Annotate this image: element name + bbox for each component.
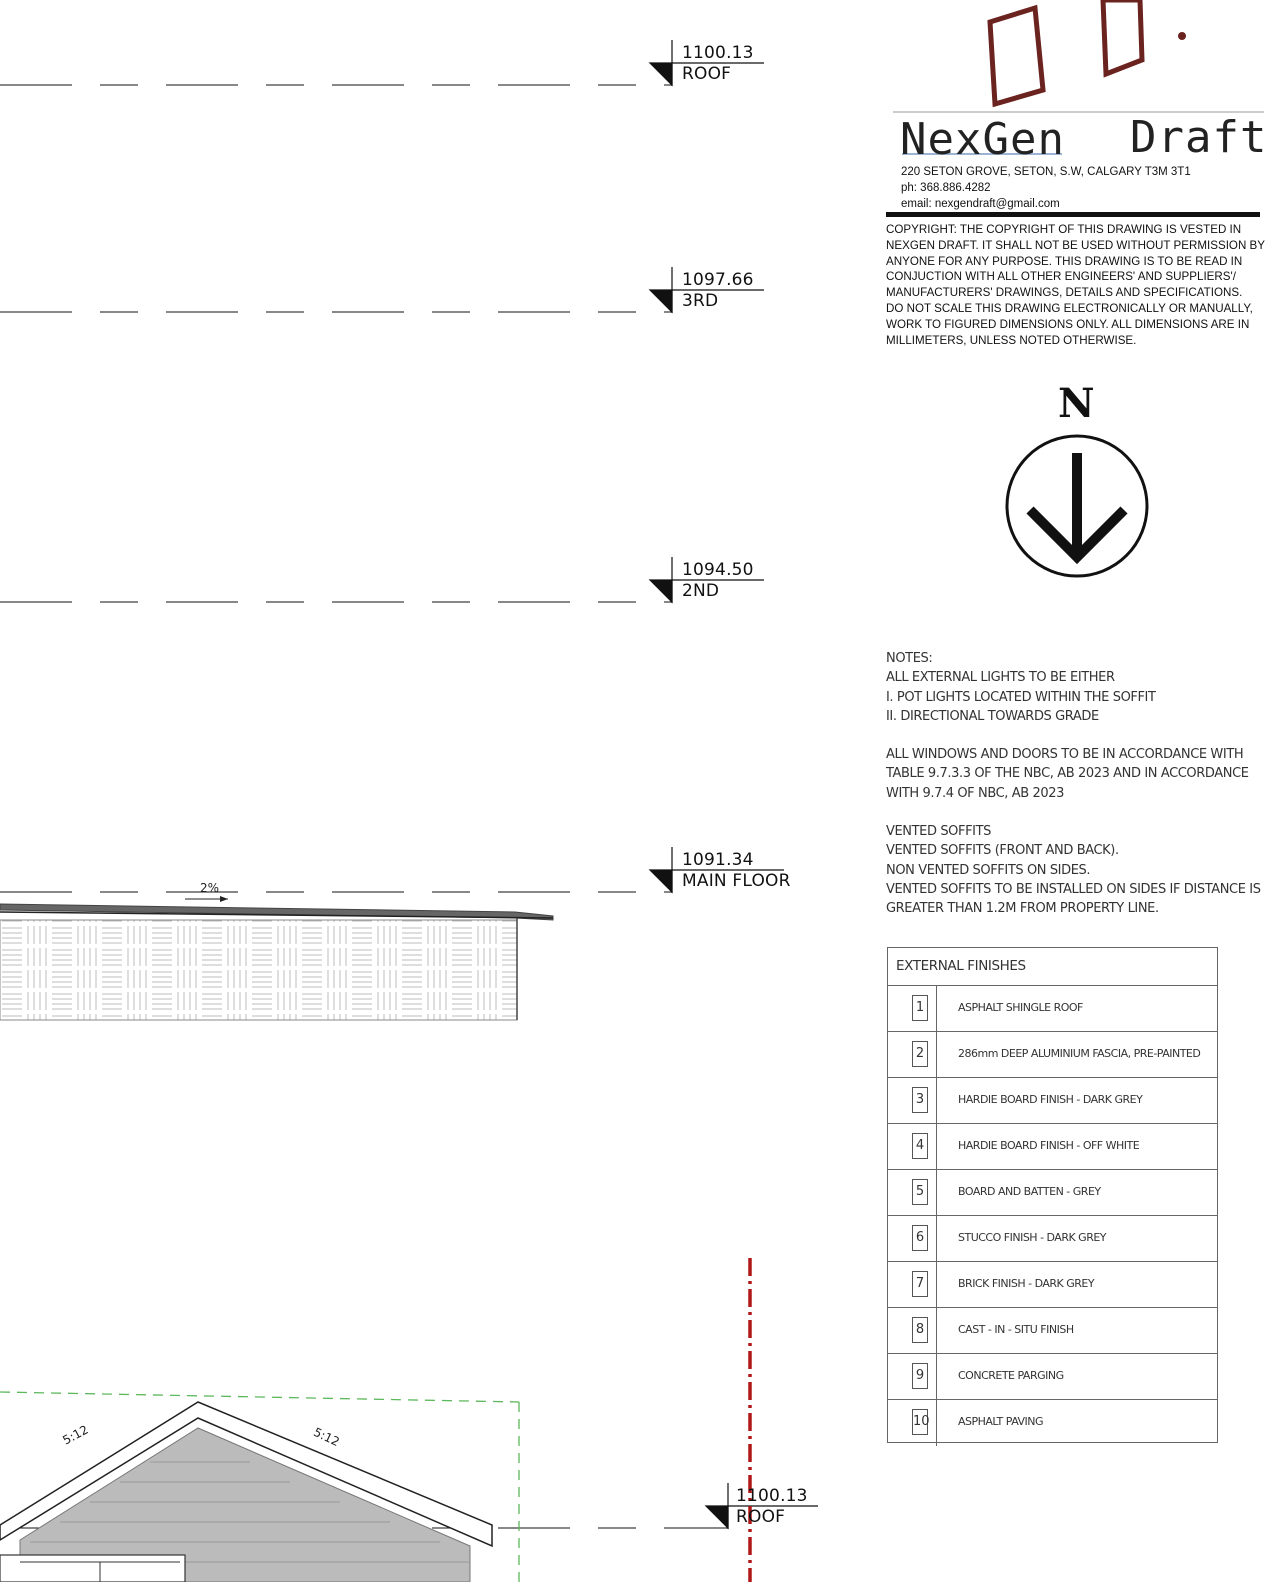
copyright-notice bbox=[886, 222, 1272, 348]
notes bbox=[886, 649, 1266, 938]
logo-mark bbox=[990, 0, 1142, 104]
table-row bbox=[888, 1216, 1217, 1262]
level-elevation-2nd: 1094.50 bbox=[682, 560, 754, 580]
level-name-main: MAIN FLOOR bbox=[682, 871, 791, 891]
level-name-roof: ROOF bbox=[682, 64, 732, 84]
notes-soffits bbox=[886, 822, 1266, 918]
finish-label: ASPHALT PAVING bbox=[958, 1415, 1044, 1428]
pitch-label-left: 5:12 bbox=[60, 1422, 91, 1448]
copyright-paragraph-2: DO NOT SCALE THIS DRAWING ELECTRONICALLY OR MANUALLY, WORK TO FIGURED DIMENSIONS ONLY. ALL DIMENSIONS ARE IN MILLIMETERS, UNLESS NOTED OTHERWISE. bbox=[886, 301, 1253, 347]
phone: ph: 368.886.4282 bbox=[901, 182, 991, 194]
title-block-rule bbox=[886, 212, 1260, 217]
level-elevation-main: 1091.34 bbox=[682, 850, 754, 870]
finish-number: 2 bbox=[912, 1041, 928, 1067]
table-row bbox=[888, 1170, 1217, 1216]
finish-label: STUCCO FINISH - DARK GREY bbox=[958, 1231, 1107, 1244]
table-row bbox=[888, 1078, 1217, 1124]
finish-number: 6 bbox=[912, 1225, 928, 1251]
note-line: ALL EXTERNAL LIGHTS TO BE EITHER bbox=[886, 670, 1115, 686]
table-row bbox=[888, 1354, 1217, 1400]
finish-label: HARDIE BOARD FINISH - OFF WHITE bbox=[958, 1139, 1140, 1152]
note-line: GREATER THAN 1.2M FROM PROPERTY LINE. bbox=[886, 901, 1159, 917]
north-arrow-icon bbox=[1007, 436, 1147, 576]
finish-number: 1 bbox=[912, 995, 928, 1021]
brand-name-right: Draft bbox=[1130, 112, 1268, 163]
north-label: N bbox=[1058, 380, 1095, 427]
finish-number: 10 bbox=[912, 1409, 928, 1435]
note-line: VENTED SOFFITS (FRONT AND BACK). bbox=[886, 843, 1119, 859]
slope-label: 2% bbox=[200, 881, 220, 895]
level-markers bbox=[650, 40, 818, 1529]
finish-number: 9 bbox=[912, 1363, 928, 1389]
note-line: II. DIRECTIONAL TOWARDS GRADE bbox=[886, 708, 1099, 724]
table-row bbox=[888, 1032, 1217, 1078]
finish-number: 4 bbox=[912, 1133, 928, 1159]
garage-top bbox=[0, 1555, 185, 1582]
pitch-label-right: 5:12 bbox=[311, 1424, 342, 1450]
finish-label: 286mm DEEP ALUMINIUM FASCIA, PRE-PAINTED bbox=[958, 1047, 1201, 1060]
note-line: TABLE 9.7.3.3 OF THE NBC, AB 2023 AND IN ACCORDANCE bbox=[886, 766, 1249, 782]
email: email: nexgendraft@gmail.com bbox=[901, 198, 1060, 210]
table-row bbox=[888, 986, 1217, 1032]
note-line: VENTED SOFFITS TO BE INSTALLED ON SIDES IF DISTANCE IS bbox=[886, 881, 1261, 897]
finish-number: 3 bbox=[912, 1087, 928, 1113]
level-elevation-roof-lower: 1100.13 bbox=[736, 1486, 808, 1506]
notes-lighting bbox=[886, 649, 1266, 726]
finish-label: HARDIE BOARD FINISH - DARK GREY bbox=[958, 1093, 1143, 1106]
siding-wall bbox=[0, 920, 517, 1020]
finish-number: 7 bbox=[912, 1271, 928, 1297]
finish-label: CONCRETE PARGING bbox=[958, 1369, 1064, 1382]
table-row bbox=[888, 1124, 1217, 1170]
table-row bbox=[888, 1262, 1217, 1308]
address: 220 SETON GROVE, SETON, S.W, CALGARY T3M 3T1 bbox=[901, 166, 1191, 178]
finish-label: CAST - IN - SITU FINISH bbox=[958, 1323, 1074, 1336]
external-finishes-table bbox=[887, 947, 1218, 1443]
logo-dot bbox=[1178, 32, 1186, 40]
note-line: ALL WINDOWS AND DOORS TO BE IN ACCORDANCE WITH bbox=[886, 747, 1244, 763]
level-lines bbox=[0, 85, 728, 1528]
copyright-paragraph-1: COPYRIGHT: THE COPYRIGHT OF THIS DRAWING IS VESTED IN NEXGEN DRAFT. IT SHALL NOT BE USED WITHOUT PERMISSION BY ANYONE FOR ANY PURPOSE. THIS DRAWING IS TO BE READ IN CONJUCTION WITH ALL OTHER ENGINEERS' AND SUPPLIERS'/ MANUFACTURERS' DRAWINGS, DETAILS AND SPECIFICATIONS. bbox=[886, 223, 1265, 300]
finish-number: 8 bbox=[912, 1317, 928, 1343]
level-elevation-roof: 1100.13 bbox=[682, 43, 754, 63]
finish-label: BRICK FINISH - DARK GREY bbox=[958, 1277, 1095, 1290]
level-name-roof-lower: ROOF bbox=[736, 1507, 786, 1527]
finish-label: ASPHALT SHINGLE ROOF bbox=[958, 1001, 1083, 1014]
notes-windows bbox=[886, 745, 1266, 803]
level-name-3rd: 3RD bbox=[682, 291, 719, 311]
brand-name-left: NexGen bbox=[900, 114, 1065, 165]
note-line: VENTED SOFFITS bbox=[886, 824, 991, 840]
note-line: WITH 9.7.4 OF NBC, AB 2023 bbox=[886, 785, 1064, 801]
note-line: NON VENTED SOFFITS ON SIDES. bbox=[886, 862, 1091, 878]
finishes-title: EXTERNAL FINISHES bbox=[888, 948, 1217, 986]
level-elevation-3rd: 1097.66 bbox=[682, 270, 754, 290]
table-row bbox=[888, 1400, 1217, 1446]
note-line: I. POT LIGHTS LOCATED WITHIN THE SOFFIT bbox=[886, 689, 1156, 705]
finish-label: BOARD AND BATTEN - GREY bbox=[958, 1185, 1101, 1198]
table-row bbox=[888, 1308, 1217, 1354]
finish-number: 5 bbox=[912, 1179, 928, 1205]
level-name-2nd: 2ND bbox=[682, 581, 720, 601]
upper-building-section bbox=[0, 896, 553, 1020]
note-line: NOTES: bbox=[886, 651, 933, 666]
